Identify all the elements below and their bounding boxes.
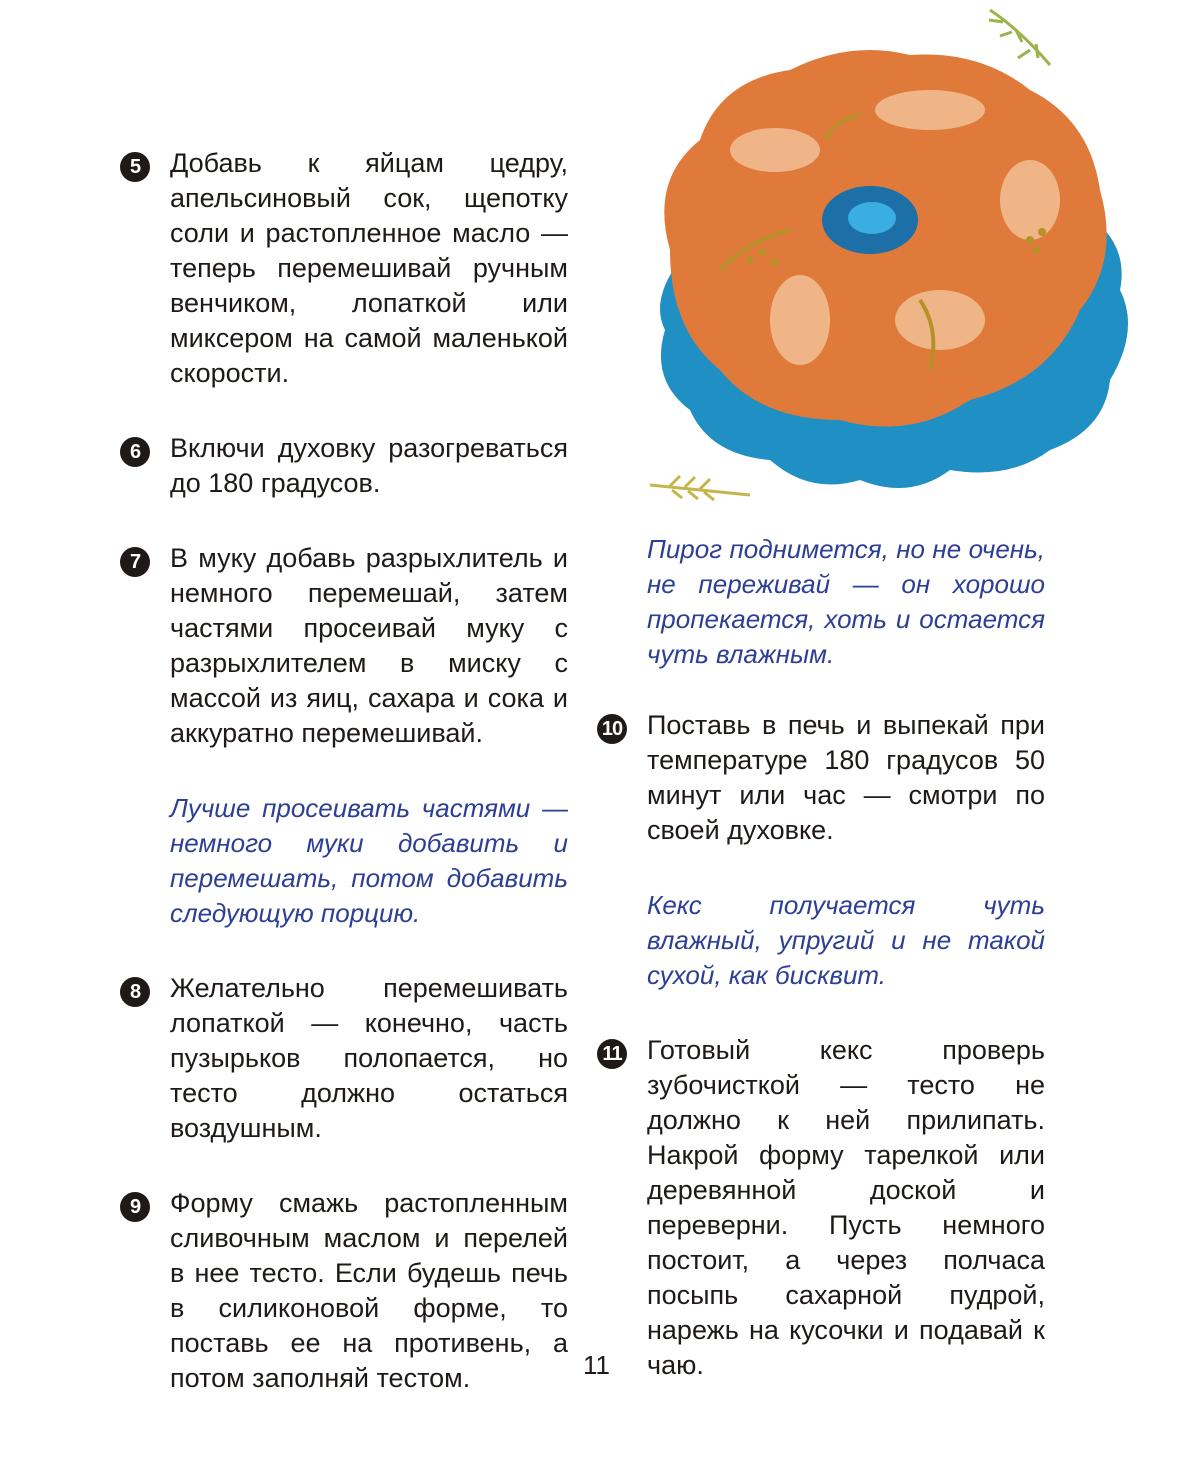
step-text: Добавь к яйцам цедру, апельсиновый сок, щепотку соли и растопленное масло — теперь перемешивай ручным венчиком, лопаткой или миксером на самой маленькой скорости. xyxy=(170,148,568,388)
bundt-cake-illustration xyxy=(610,0,1193,525)
herb-sprig-top-icon xyxy=(989,10,1050,65)
step-5 xyxy=(129,146,568,391)
step-number-badge: 8 xyxy=(120,977,150,1007)
step-number-badge: 11 xyxy=(597,1039,627,1069)
note-rising: Пирог поднимется, но не очень, не переживай — он хорошо пропекается, хоть и остается чуть влажным. xyxy=(647,534,1045,669)
step-10 xyxy=(601,708,1045,848)
step-text: В муку добавь разрыхлитель и немного перемешай, затем частями просеивай муку с разрыхлителем в миску с массой из яиц, сахара и сока и аккуратно перемешивай. xyxy=(170,543,568,748)
step-text: Готовый кекс проверь зубочисткой — тесто не должно к ней прилипать. Накрой форму тарелкой или деревянной доской и переверни. Пусть немного постоит, а через полчаса посыпь сахарной пудрой, нарежь на кусочки и подавай к чаю. xyxy=(647,1035,1045,1380)
herb-sprig-bottom-icon xyxy=(650,476,750,500)
step-text: Форму смажь растопленным сливочным маслом и перелей в нее тесто. Если будешь печь в силиконовой форме, то поставь ее на противень, а потом заполняй тестом. xyxy=(170,1188,568,1393)
step-text: Желательно перемешивать лопаткой — конечно, часть пузырьков полопается, но тесто должно остаться воздушным. xyxy=(170,973,568,1143)
step-11 xyxy=(602,1033,1045,1383)
step-8 xyxy=(129,971,568,1146)
right-column xyxy=(601,532,1045,1383)
step-text: Поставь в печь и выпекай при температуре 180 градусов 50 минут или час — смотри по своей духовке. xyxy=(647,710,1045,845)
note-texture: Кекс получается чуть влажный, упругий и не такой сухой, как бисквит. xyxy=(647,890,1045,990)
step-number-badge: 6 xyxy=(120,437,150,467)
step-number-badge: 5 xyxy=(120,152,150,182)
step-number-badge: 7 xyxy=(120,547,150,577)
note-sifting: Лучше просеивать частями — немного муки добавить и перемешать, потом добавить следующую порцию. xyxy=(170,793,568,928)
step-7 xyxy=(129,541,568,751)
step-6 xyxy=(129,431,568,501)
step-text: Включи духовку разогреваться до 180 градусов. xyxy=(170,433,568,498)
page-number: 11 xyxy=(583,1350,610,1380)
left-column xyxy=(129,146,568,1396)
step-number-badge: 9 xyxy=(120,1192,150,1222)
step-number-badge: 10 xyxy=(597,714,627,744)
